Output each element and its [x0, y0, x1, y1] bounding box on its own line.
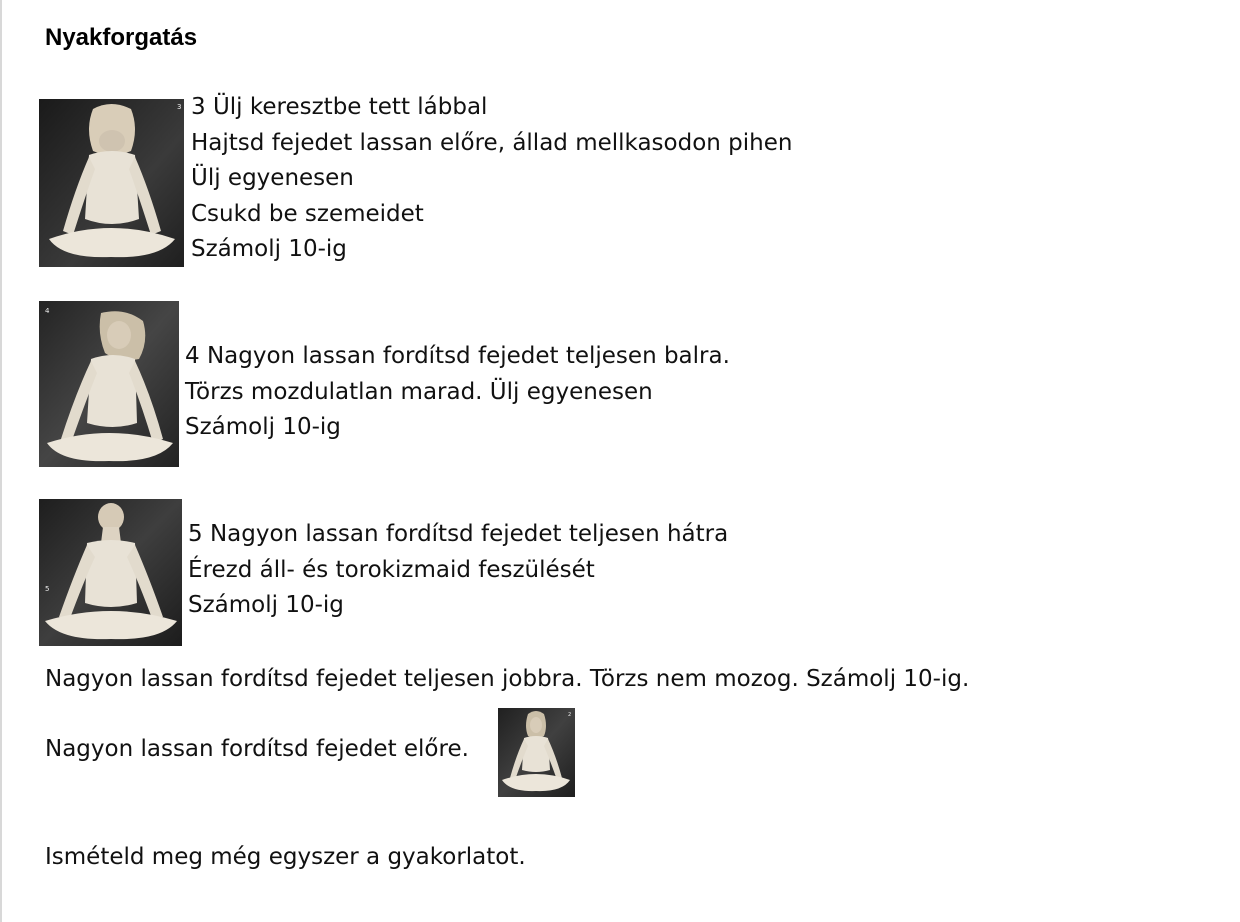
- step-3-text: [191, 90, 792, 268]
- svg-text:3: 3: [177, 103, 182, 111]
- step-5-line: Számolj 10-ig: [188, 592, 344, 618]
- step-4-text: [185, 339, 730, 446]
- page-title: Nyakforgatás: [45, 24, 198, 51]
- page-left-edge: [0, 0, 2, 922]
- right-turn-instruction: Nagyon lassan fordítsd fejedet teljesen jobbra. Törzs nem mozog. Számolj 10-ig.: [45, 666, 970, 692]
- step-5-line: Érezd áll- és torokizmaid feszülését: [188, 556, 595, 583]
- seated-head-turn-left-photo-icon: [39, 301, 179, 467]
- step-3-line: Ülj egyenesen: [191, 165, 354, 191]
- step-4-line: Törzs mozdulatlan marad. Ülj egyenesen: [185, 378, 653, 405]
- step-3-line: Számolj 10-ig: [191, 236, 347, 262]
- closing-instruction: Ismételd meg még egyszer a gyakorlatot.: [45, 844, 526, 870]
- step-3-line: Csukd be szemeidet: [191, 200, 424, 227]
- seated-forward-bend-photo-icon: [39, 99, 184, 267]
- step-3-line: Hajtsd fejedet lassan előre, állad mellkasodon pihen: [191, 129, 793, 156]
- svg-text:4: 4: [45, 307, 50, 315]
- seated-head-back-photo-icon: [39, 499, 182, 646]
- step-4-line: Számolj 10-ig: [185, 414, 341, 440]
- step-5-text: [188, 517, 728, 624]
- seated-upright-photo-icon: [498, 708, 575, 797]
- step-4-line: 4 Nagyon lassan fordítsd fejedet teljesen balra.: [185, 343, 730, 369]
- svg-text:2: 2: [568, 712, 572, 718]
- step-3-line: 3 Ülj keresztbe tett lábbal: [191, 94, 488, 120]
- step-5-line: 5 Nagyon lassan fordítsd fejedet teljesen hátra: [188, 521, 729, 547]
- forward-instruction: Nagyon lassan fordítsd fejedet előre.: [45, 736, 469, 762]
- svg-text:5: 5: [45, 585, 50, 593]
